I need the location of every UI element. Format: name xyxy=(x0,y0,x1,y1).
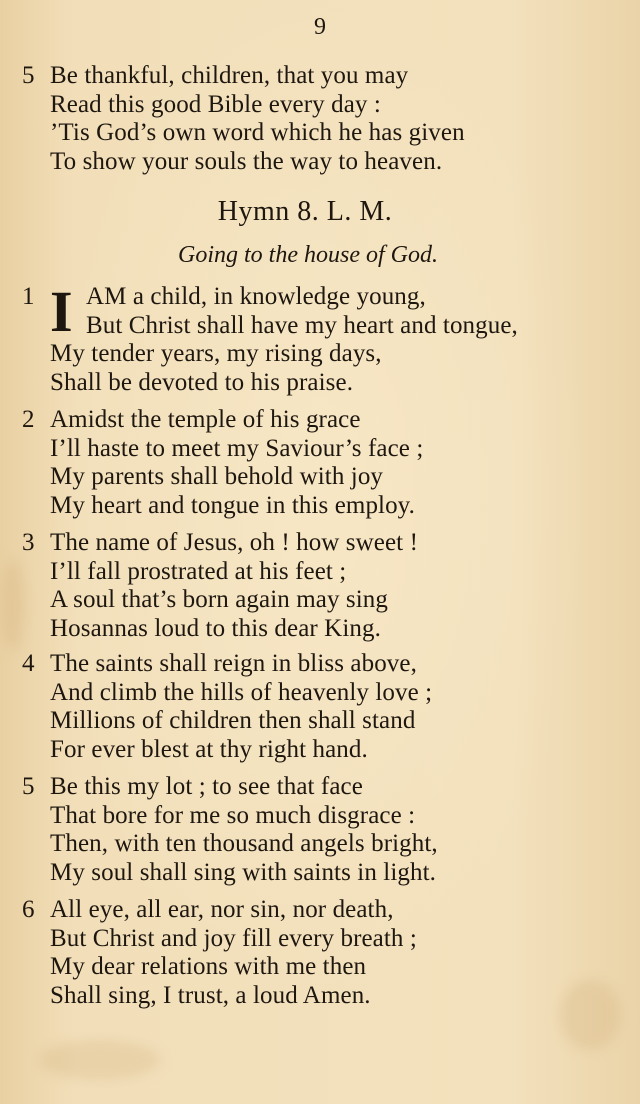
verse-line: Then, with ten thousand angels bright, xyxy=(50,830,438,857)
stanza-number: 1 xyxy=(22,283,35,310)
verse-line: Be this my lot ; to see that face xyxy=(50,773,363,800)
hymn-title: Hymn 8. L. M. xyxy=(217,196,393,227)
verse-line: I’ll haste to meet my Saviour’s face ; xyxy=(50,434,424,462)
verse-line: The saints shall reign in bliss above, xyxy=(50,650,417,677)
stanza-number: 2 xyxy=(22,406,35,433)
verse-line: My heart and tongue in this employ. xyxy=(50,491,416,519)
stanza-lines xyxy=(50,62,465,176)
verse-line: Be thankful, children, that you may xyxy=(50,62,409,89)
verse-line: Amidst the temple of his grace xyxy=(50,406,361,433)
verse-line: All eye, all ear, nor sin, nor death, xyxy=(50,896,394,923)
verse-line: Read this good Bible every day : xyxy=(50,90,381,118)
stanza-lines xyxy=(50,773,438,887)
stanza-number: 5 xyxy=(22,62,35,89)
stanza-number: 4 xyxy=(22,650,35,677)
verse-line: Shall sing, I trust, a loud Amen. xyxy=(50,981,371,1009)
verse-line: But Christ shall have my heart and tongue, xyxy=(86,311,518,339)
paper-stain xyxy=(2,560,24,650)
verse-line: My parents shall behold with joy xyxy=(50,463,384,490)
hymn-subtitle: Going to the house of God. xyxy=(178,242,438,268)
verse-line: To show your souls the way to heaven. xyxy=(50,147,443,175)
verse-line: Shall be devoted to his praise. xyxy=(50,368,354,396)
verse-line: My soul shall sing with saints in light. xyxy=(50,858,436,886)
verse-line: My dear relations with me then xyxy=(50,953,367,980)
verse-line: AM a child, in knowledge young, xyxy=(86,283,426,310)
verse-line: That bore for me so much disgrace : xyxy=(50,801,416,829)
verse-line: But Christ and joy fill every breath ; xyxy=(50,924,417,952)
verse-line: My tender years, my rising days, xyxy=(50,340,382,367)
drop-cap: I xyxy=(50,279,73,344)
verse-line: ’Tis God’s own word which he has given xyxy=(50,119,465,146)
stanza-lines xyxy=(50,406,423,520)
paper-stain xyxy=(40,1040,160,1080)
stanza-lines xyxy=(50,279,518,397)
paper-stain xyxy=(560,980,620,1050)
verse-line: And climb the hills of heavenly love ; xyxy=(50,678,433,706)
verse-line: A soul that’s born again may sing xyxy=(50,586,388,613)
stanza-lines xyxy=(50,650,432,764)
page-number: 9 xyxy=(314,14,326,40)
stanza-number: 5 xyxy=(22,773,35,800)
stanza-number: 6 xyxy=(22,896,35,923)
stanza-number: 3 xyxy=(22,529,35,556)
verse-line: For ever blest at thy right hand. xyxy=(50,735,368,763)
verse-line: The name of Jesus, oh ! how sweet ! xyxy=(50,529,418,556)
stanza-lines xyxy=(50,529,418,643)
verse-line: I’ll fall prostrated at his feet ; xyxy=(50,557,347,585)
stanza-lines xyxy=(50,896,417,1010)
verse-line: Millions of children then shall stand xyxy=(50,707,416,734)
verse-line: Hosannas loud to this dear King. xyxy=(50,614,381,642)
